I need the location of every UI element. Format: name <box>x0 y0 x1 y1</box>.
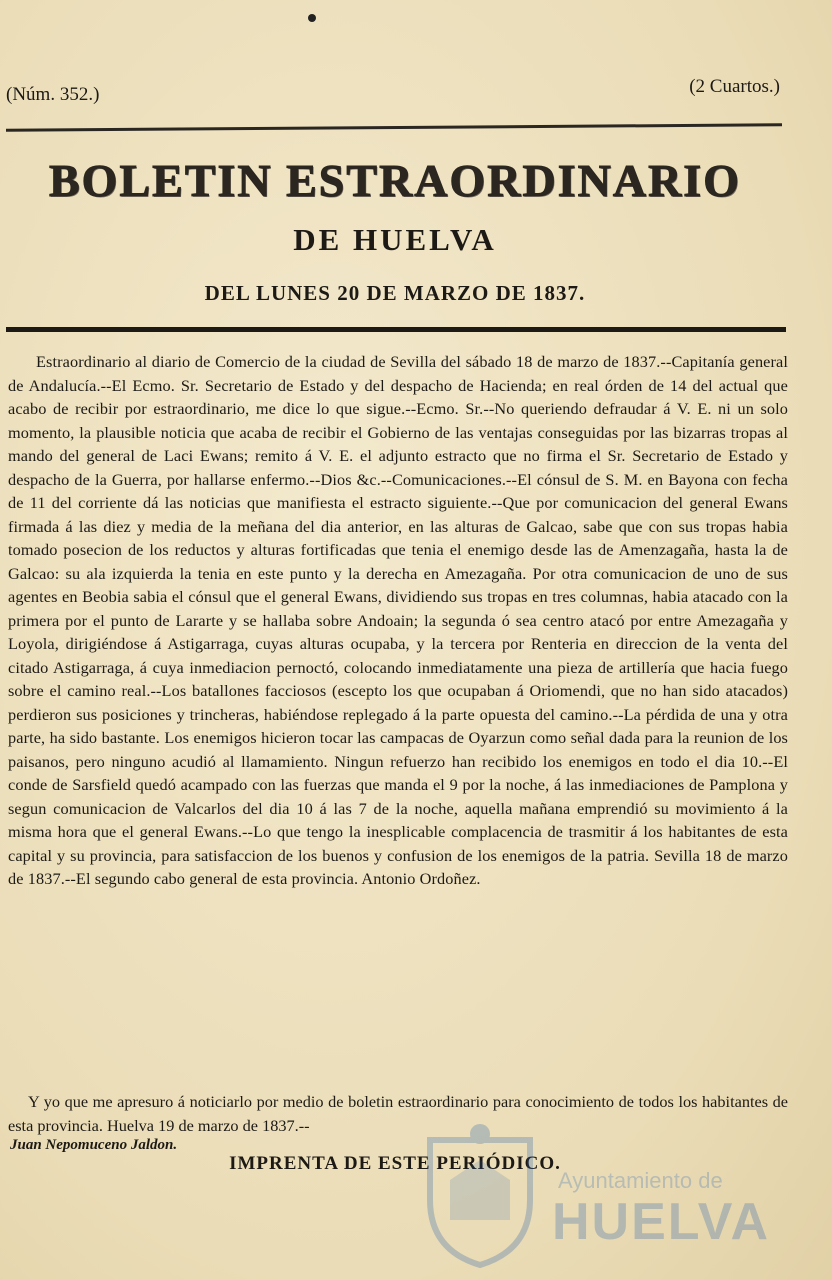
article-closing: Y yo que me apresuro á noticiarlo por medio de boletin estraordinario para conocimiento de todos los habitantes de esta provincia. Huelva 19 de marzo de 1837.-- <box>8 1092 788 1135</box>
article-body: Estraordinario al diario de Comercio de la ciudad de Sevilla del sábado 18 de marzo de 1837.--Capitanía general de Andalucía.--El Ecmo. Sr. Secretario de Estado y del despacho de Hacienda; en real órden de 14 del actual que acabo de recibir por estraordinario, me dice lo que sigue.--Ecmo. Sr.--No queriendo defraudar á V. E. ni un solo momento, la plausible noticia que acaba de recibir el Gobierno de las ventajas conseguidas por las bizarras tropas al mando del general de Laci Ewans; remito á V. E. el adjunto estracto que no firma el Sr. Secretario de Estado y despacho de la Guerra, por hallarse enfermo.--Dios &c.--Comunicaciones.--El cónsul de S. M. en Bayona con fecha de 11 del corriente dá las noticias que manifiesta el estracto siguiente.--Que por comunicacion del general Ewans firmada á las diez y media de la meñana del dia anterior, en las alturas de Galcao, sabe que con sus tropas habia tomado posecion de los reductos y alturas fortificadas que tenia el enemigo desde las de Amenzagaña, hasta la de Galcao: su ala izquierda la tenia en este punto y la derecha en Amezagaña. Por otra comunicacion de uno de sus agentes en Beobia sabia el cónsul que el general Ewans, dividiendo sus tropas en tres columnas, habia atacado con la primera por el punto de Lararte y se hallaba sobre Andoain; la segunda ó sea centro atacó por entre Amezagaña y Loyola, dirigiéndose á Astigarraga, cuyas alturas ocupaba, y la tercera por Renteria en direccion de la venta del citado Astigarraga, á cuya inmediacion pernoctó, colocando inmediatamente una pieza de artillería que hacia fuego sobre el camino real.--Los batallones facciosos (escepto los que ocupaban á Oriomendi, que no han sido atacados) perdieron sus posiciones y trincheras, habiéndose replegado á la parte opuesta del camino.--La pérdida de una y otra parte, ha sido bastante. Los enemigos hicieron tocar las campacas de Oyarzun como señal dada para la reunion de los paisanos, pero ninguno acudió al llamamiento. Ningun refuerzo han recibido los enemigos en todo el dia 10.--El conde de Sarsfield quedó acampado con las fuerzas que manda el 9 por la noche, á las inmediaciones de Pamplona y segun comunicacion de Valcarlos del dia 10 á las 7 de la noche, aquella mañana emprendió su movimiento á la misma hora que el general Ewans.--Lo que tengo la inesplicable complacencia de trasmitir á los habitantes de esta capital y su provincia, para satisfaccion de los buenos y confusion de los enemigos de la patria. Sevilla 18 de marzo de 1837.--El segundo cabo general de esta provincia. Antonio Ordoñez. <box>8 352 788 888</box>
masthead-rule <box>6 327 786 332</box>
issue-number: (Núm. 352.) <box>6 84 100 105</box>
masthead-subtitle: DE HUELVA <box>293 222 497 257</box>
signature: Juan Nepomuceno Jaldon. <box>10 1137 178 1153</box>
archive-watermark <box>410 1110 790 1280</box>
coat-of-arms-icon <box>420 1120 540 1270</box>
printer-credit: IMPRENTA DE ESTE PERIÓDICO. <box>229 1153 561 1174</box>
ink-dot <box>308 14 316 22</box>
issue-date: DEL LUNES 20 DE MARZO DE 1837. <box>204 281 586 305</box>
top-rule <box>6 123 782 131</box>
masthead-title: BOLETIN ESTRAORDINARIO <box>49 155 741 206</box>
issue-price: (2 Cuartos.) <box>689 76 780 97</box>
watermark-line2: HUELVA <box>552 1193 771 1251</box>
watermark-line1: Ayuntamiento de <box>558 1168 723 1193</box>
